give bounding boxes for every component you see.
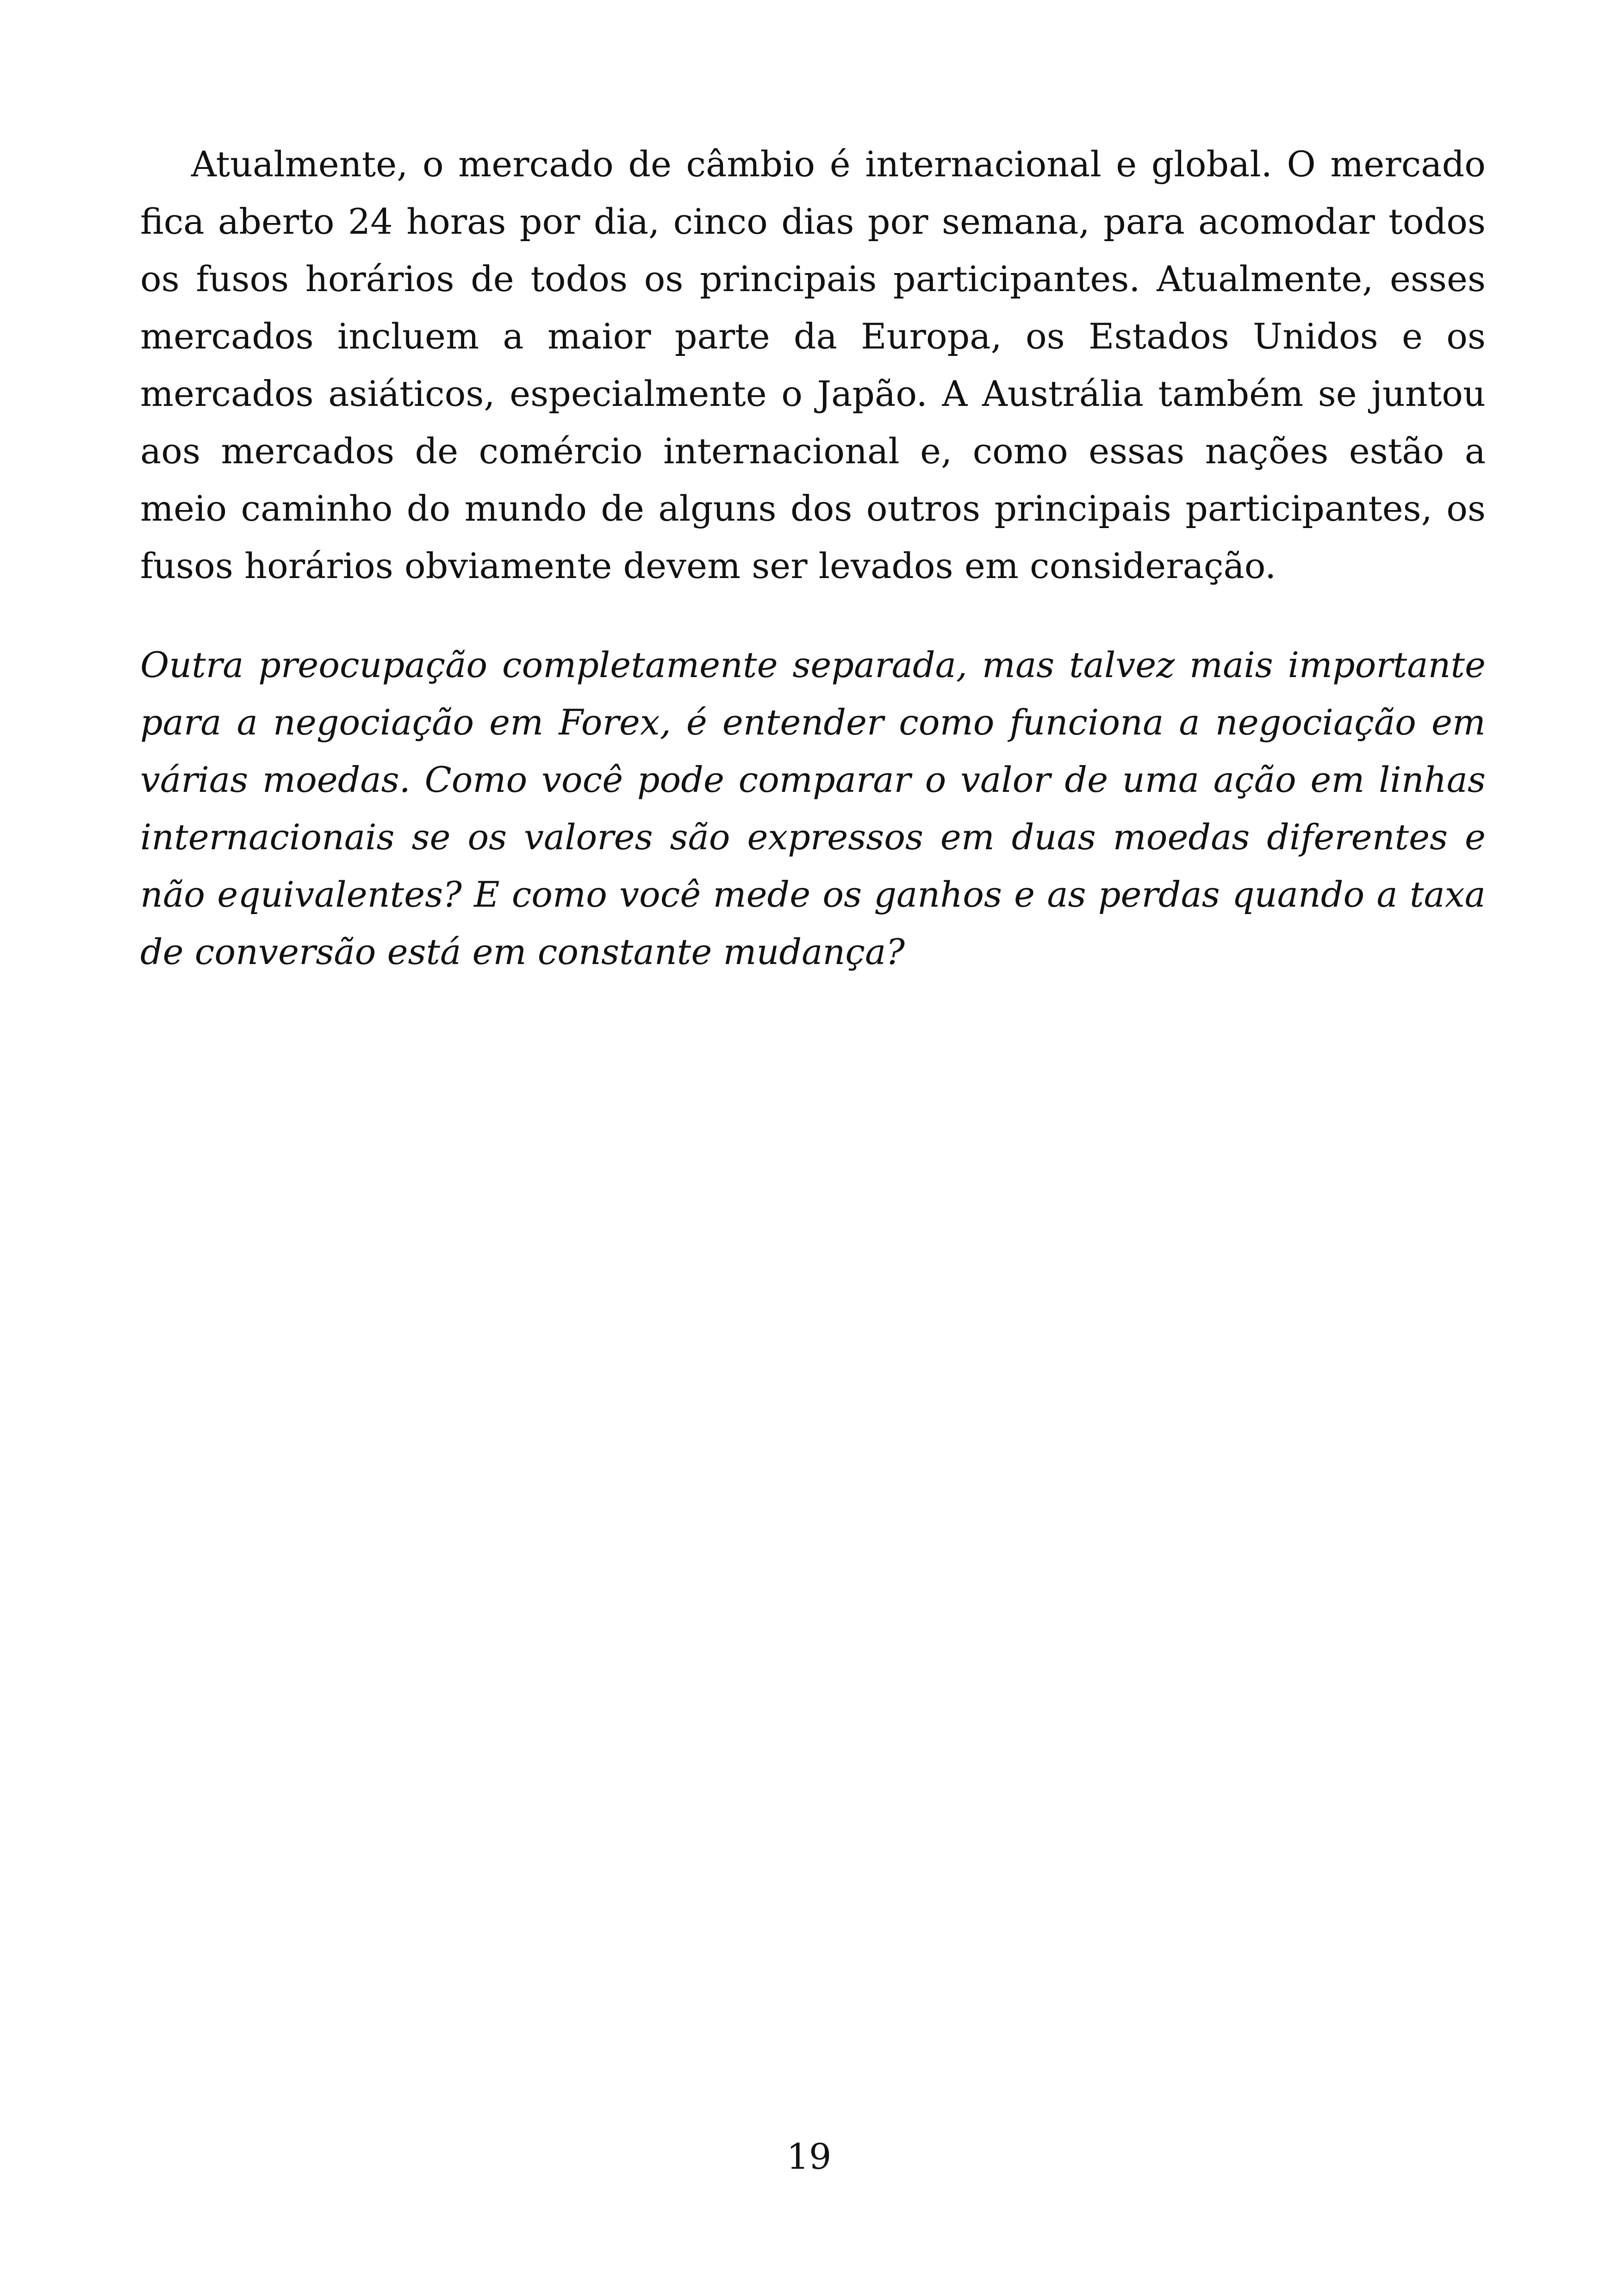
page-number: 19	[786, 2136, 832, 2177]
body-paragraph: Atualmente, o mercado de câmbio é internacional e global. O mercado fica aberto 24 horas por dia, cinco dias por semana, para acomodar todos os fusos horários de todos os principais participantes. Atualmente, esses mercados incluem a maior parte da Europa, os Estados Unidos e os mercados asiáticos, especialmente o Japão. A Austrália também se juntou aos mercados de comércio internacional e, como essas nações estão a meio caminho do mundo de alguns dos outros principais participantes, os fusos horários obviamente devem ser levados em consideração.	[140, 143, 1486, 586]
italic-paragraph: Outra preocupação completamente separada, mas talvez mais importante para a negociação em Forex, é entender como funciona a negociação em várias moedas. Como você pode comparar o valor de uma ação em linhas internacionais se os valores são expressos em duas moedas diferentes e não equivalentes? E como você mede os ganhos e as perdas quando a taxa de conversão está em constante mudança?	[140, 644, 1486, 972]
